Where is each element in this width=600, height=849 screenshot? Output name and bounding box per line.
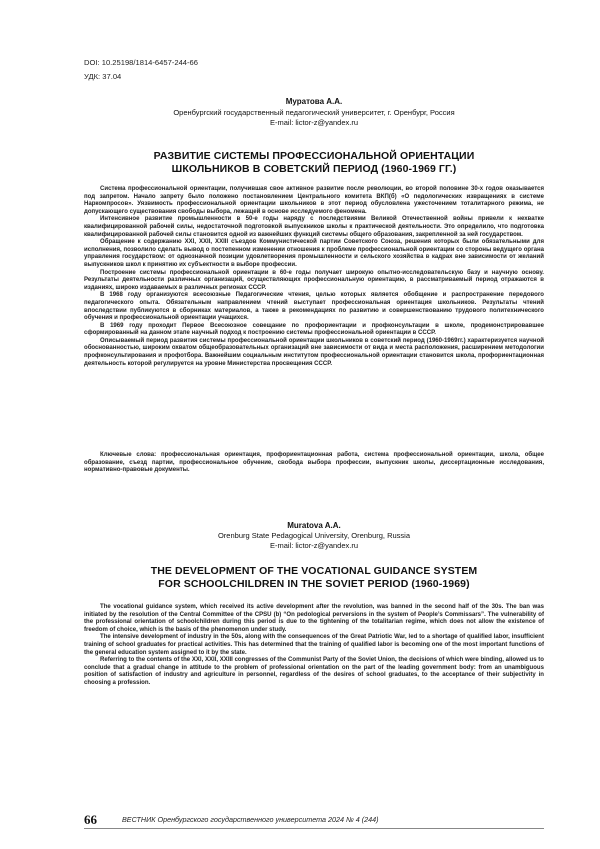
- ru-email: E-mail: lictor-z@yandex.ru: [84, 118, 544, 128]
- ru-affiliation: Оренбургский государственный педагогический университет, г. Оренбург, Россия: [84, 108, 544, 118]
- ru-title: [84, 150, 544, 176]
- ru-paragraph: Построение системы профессиональной ориентации в 60-е годы получает широкую опытно-исследовательскую базу и научную основу. Результаты деятельности различных организаций, осуществляющих профессиональную ориентацию, в рассматриваемый период отражаются в изданиях, широко издаваемых в различных регионах СССР.: [84, 270, 544, 293]
- en-paragraph: Referring to the contents of the XXI, XXII, XXIII congresses of the Communist Party of the Soviet Union, the decisions of which were binding, allowed us to conclude that a gradual change in attitude to the problem of professional orientation on the part of the leading government body: from an unambiguous position of satisfaction of industry and agriculture in personnel, regardless of the desires of school graduates, to the acceptance of their subjectivity in choosing a profession.: [84, 657, 544, 687]
- doi: DOI: 10.25198/1814-6457-244-66: [84, 58, 198, 67]
- en-affiliation: Orenburg State Pedagogical University, Orenburg, Russia: [84, 531, 544, 541]
- en-author: Muratova A.A.: [84, 521, 544, 530]
- ru-keywords: Ключевые слова: профессиональная ориентация, профориентационная работа, система профессиональной ориентации, школа, общее образование, съезд партии, профессиональное обучение, свобода выбора профессии, выпускник школы, диссертационные исследования, нормативно-правовые документы.: [84, 452, 544, 475]
- journal-name: ВЕСТНИК Оренбургского государственного университета 2024 № 4 (244): [122, 815, 379, 824]
- ru-abstract: [84, 186, 544, 368]
- footer-divider: [84, 828, 544, 829]
- ru-title-line1: РАЗВИТИЕ СИСТЕМЫ ПРОФЕССИОНАЛЬНОЙ ОРИЕНТАЦИИ: [84, 150, 544, 163]
- ru-paragraph: Обращение к содержанию XXI, XXII, XXIII съездов Коммунистической партии Советского Союза, решения которых были обязательными для исполнения, позволило сделать вывод о постепенном изменении отношения к проблеме профессиональной ориентации со стороны ведущего органа управления государством: от однозначной позиции удовлетворения промышленности и сельского хозяйства в кадрах вне зависимости от желаний выпускников школ к принятию их субъектности в выборе профессии.: [84, 239, 544, 269]
- en-email: E-mail: lictor-z@yandex.ru: [84, 541, 544, 551]
- ru-paragraph: В 1968 году организуются всесоюзные Педагогические чтения, целью которых является обобщение и распространение передового педагогического опыта. Обязательным направлением чтений выступает профессиональная ориентация школьников. Результаты чтений впоследствии публикуются в сборниках материалов, а также в рекомендациях по развитию и совершенствованию трудового политехнического обучения и профессиональной ориентации учащихся.: [84, 292, 544, 322]
- ru-paragraph: Описываемый период развития системы профессиональной ориентации школьников в советский период (1960-1969гг.) характеризуется научной обоснованностью, широким охватом общеобразовательных организаций вне зависимости от вида и места расположения, расширением методологии профконсультирования и профотбора. Важнейшим социальным институтом профессиональной ориентации становится школа, профориентационная деятельность которой регулируется на уровне Министерства просвещения СССР.: [84, 338, 544, 368]
- en-title-line1: THE DEVELOPMENT OF THE VOCATIONAL GUIDANCE SYSTEM: [84, 565, 544, 578]
- en-title-line2: FOR SCHOOLCHILDREN IN THE SOVIET PERIOD (1960-1969): [84, 578, 544, 591]
- page-number: 66: [84, 812, 97, 828]
- journal-page: [0, 0, 600, 849]
- en-title: [84, 565, 544, 591]
- ru-title-line2: ШКОЛЬНИКОВ В СОВЕТСКИЙ ПЕРИОД (1960-1969 ГГ.): [84, 163, 544, 176]
- en-paragraph: The vocational guidance system, which received its active development after the revolution, was banned in the second half of the 30s. The ban was initiated by the resolution of the Central Committee of the CPSU (b) “On pedological perversions in the system of People’s Commissars”. The vulnerability of the professional orientation of schoolchildren during this period is due to the tightening of the totalitarian regime, which does not allow the existence of freedom of choice, which is the basis of the phenomenon under study.: [84, 604, 544, 634]
- en-paragraph: The intensive development of industry in the 50s, along with the consequences of the Great Patriotic War, led to a shortage of qualified labor, insufficient training of school graduates for practical activities. This has determined that the training of qualified labor is becoming one of the most important functions of the general education system assigned to it by the state.: [84, 634, 544, 657]
- en-header: [84, 521, 544, 551]
- ru-paragraph: Система профессиональной ориентации, получившая свое активное развитие после революции, во второй половине 30-х годов оказывается под запретом. Начало запрету было положено постановлением Центрального комитета ВКП(б) «О педологических извращениях в системе Наркомпросов». Уязвимость профессиональной ориентации школьников в этот период обусловлена ужесточением тоталитарного режима, не допускающего существования свободы выбора, лежащей в основе исследуемого феномена.: [84, 186, 544, 216]
- ru-header: [84, 97, 544, 128]
- ru-author: Муратова А.А.: [84, 97, 544, 106]
- udk: УДК: 37.04: [84, 72, 121, 81]
- ru-paragraph: В 1969 году проходит Первое Всесоюзное совещание по профориентации и профконсультации в школе, продемонстрировавшее сформированный на данном этапе научный подход к построению системы профессиональной ориентации в СССР.: [84, 323, 544, 338]
- en-abstract: [84, 604, 544, 688]
- ru-paragraph: Интенсивное развитие промышленности в 50-е годы наряду с последствиями Великой Отечественной войны привели к нехватке квалифицированной рабочей силы, недостаточной подготовкой выпускников школы к практической деятельности. Это определило, что подготовка квалифицированной рабочей силы становится одной из важнейших функций системы общего образования, закрепленной за ней государством.: [84, 216, 544, 239]
